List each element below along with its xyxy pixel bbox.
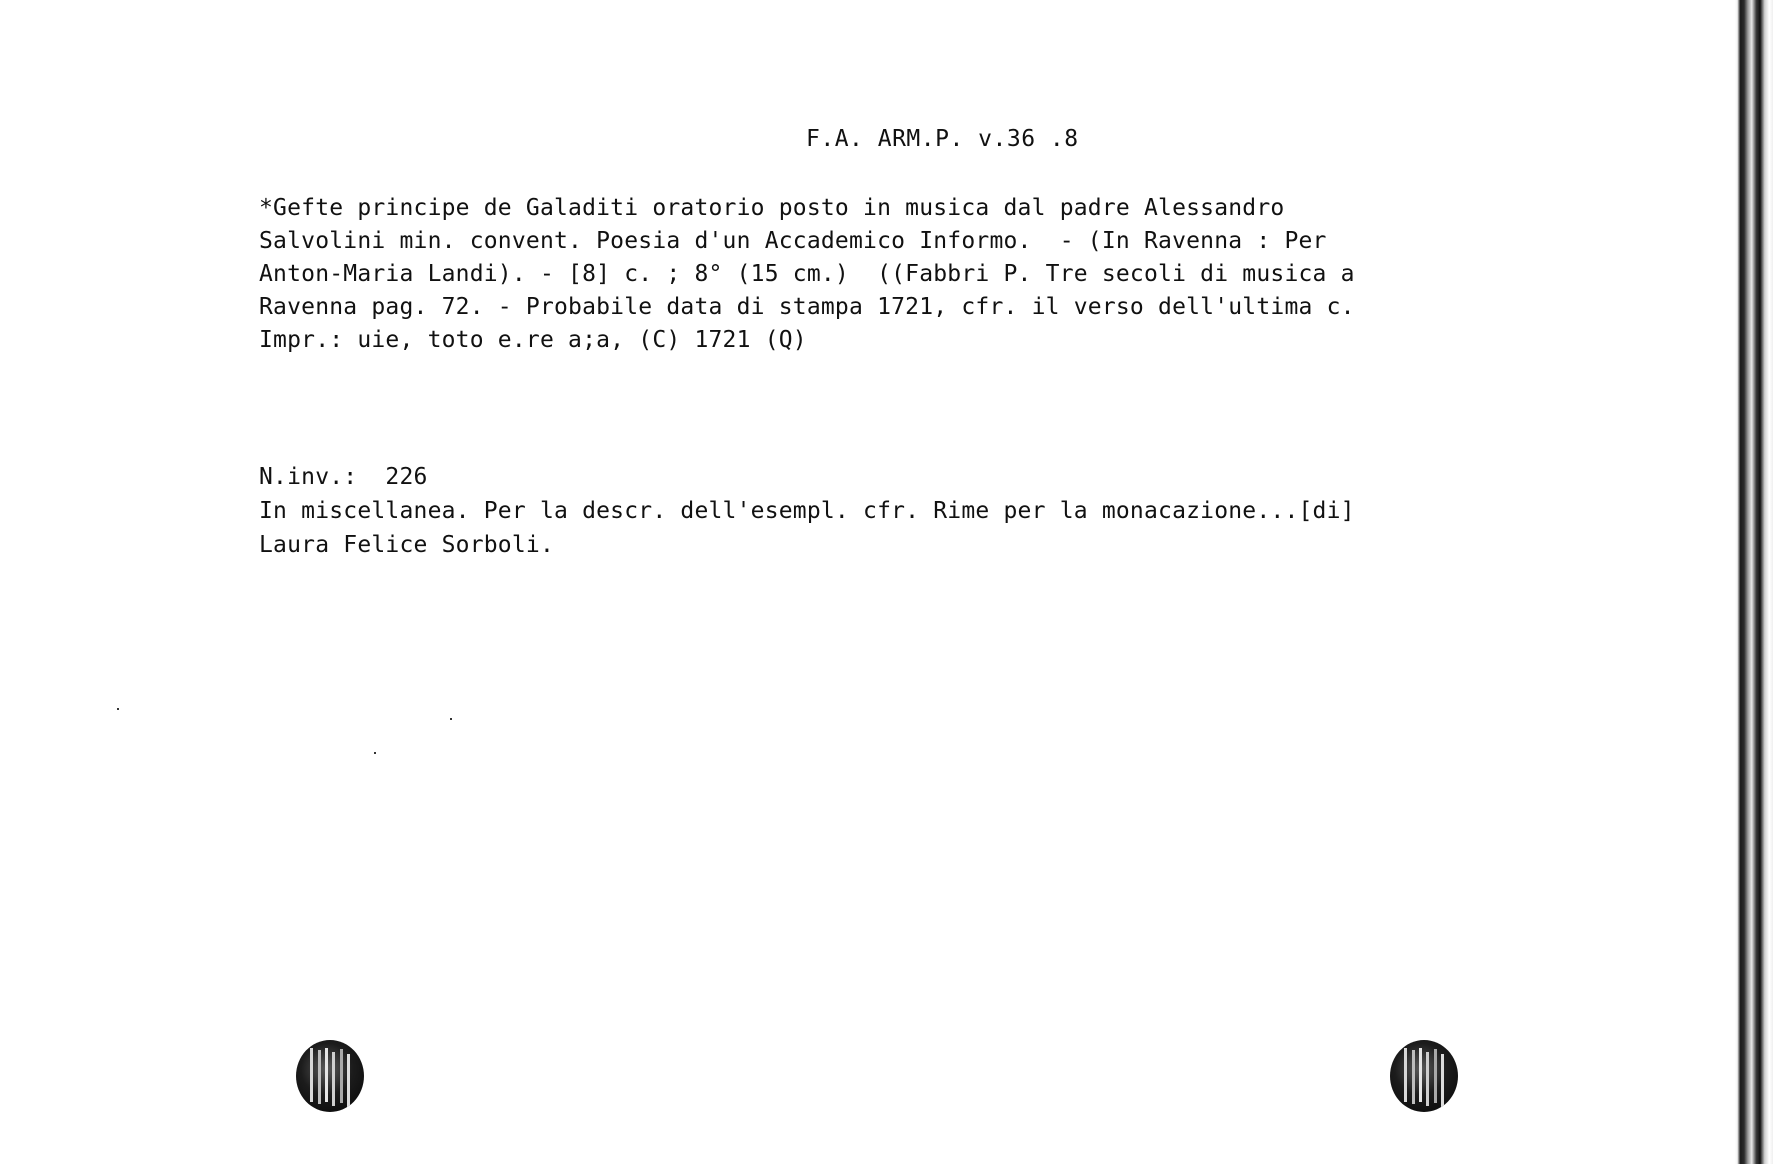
card-edge-shadow (1735, 0, 1773, 1164)
punch-hole-right (1390, 1040, 1458, 1112)
bibliographic-entry (259, 192, 1355, 357)
punch-hole-left (296, 1040, 364, 1112)
entry-line: *Gefte principe de Galaditi oratorio posto in musica dal padre Alessandro (259, 195, 1285, 221)
holdings-line: Laura Felice Sorboli. (259, 532, 554, 558)
speck (117, 708, 119, 710)
speck (450, 718, 452, 720)
speck (374, 752, 376, 754)
entry-line: Salvolini min. convent. Poesia d'un Accademico Informo. - (In Ravenna : Per (259, 228, 1327, 254)
entry-line: Ravenna pag. 72. - Probabile data di stampa 1721, cfr. il verso dell'ultima c. (259, 294, 1355, 320)
holdings-line: In miscellanea. Per la descr. dell'esempl. cfr. Rime per la monacazione...[di] (259, 498, 1355, 524)
entry-line: Anton-Maria Landi). - [8] c. ; 8° (15 cm.) ((Fabbri P. Tre secoli di musica a (259, 261, 1355, 287)
inventory-number: N.inv.: 226 (259, 464, 428, 490)
holdings-note (259, 460, 1355, 562)
entry-line: Impr.: uie, toto e.re a;a, (C) 1721 (Q) (259, 327, 807, 353)
shelfmark: F.A. ARM.P. v.36 .8 (806, 126, 1079, 152)
